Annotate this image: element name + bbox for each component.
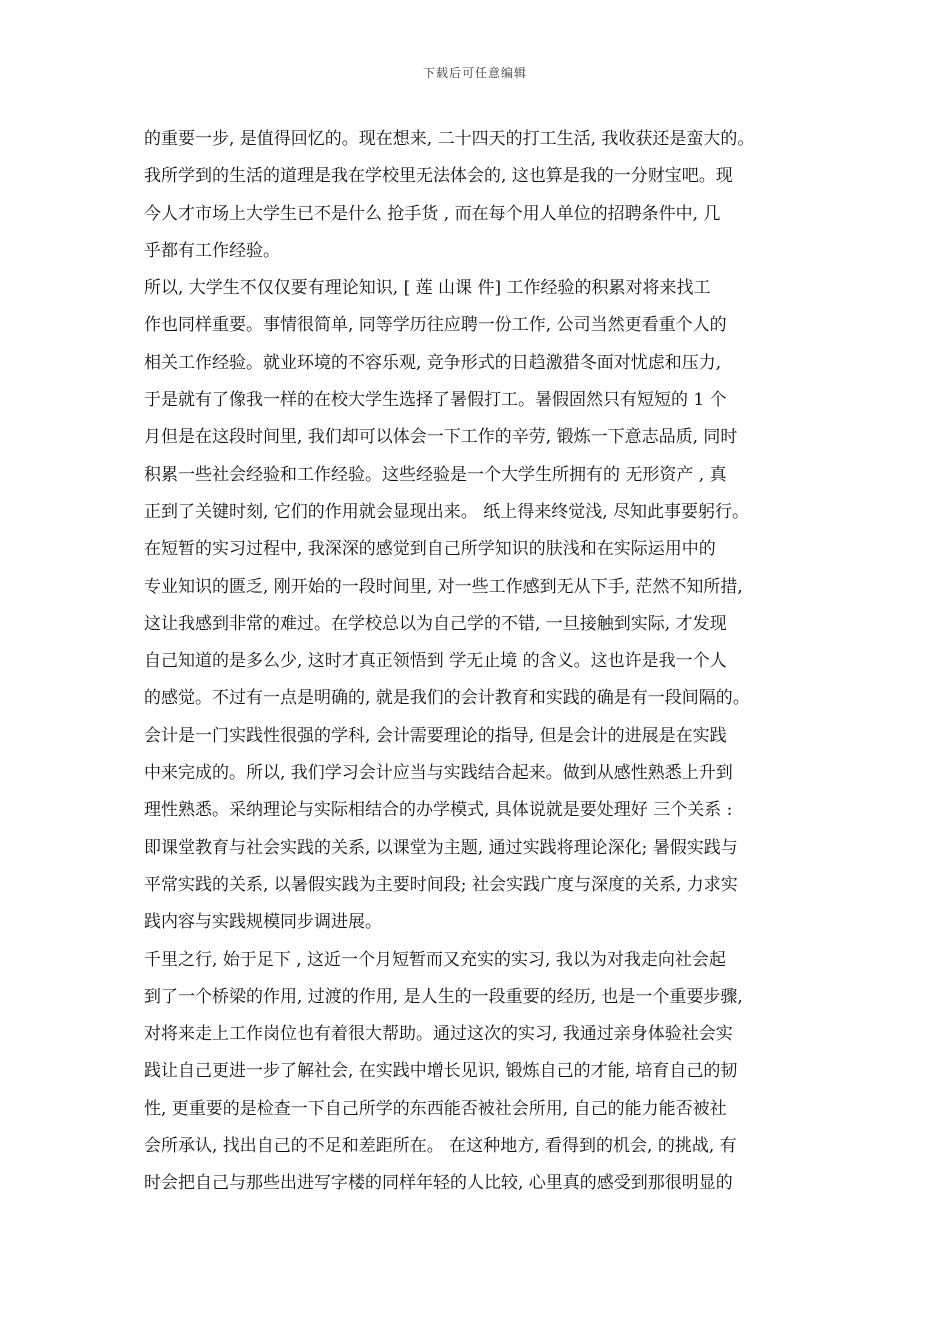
text-line: 到了一个桥梁的作用, 过渡的作用, 是人生的一段重要的经历, 也是一个重要步骤,	[144, 986, 743, 1007]
text-line: 的重要一步, 是值得回忆的。现在想来, 二十四天的打工生活, 我收获还是蛮大的。	[144, 129, 755, 149]
text-line: 践让自己更进一步了解社会, 在实践中增长见识, 锻炼自己的才能, 培育自己的韧	[144, 1061, 738, 1082]
text-line: 乎都有工作经验。	[144, 240, 280, 261]
text-line: 于是就有了像我一样的在校大学生选择了暑假打工。暑假固然只有短短的 1 个	[144, 390, 727, 411]
text-line: 作也同样重要。事情很简单, 同等学历往应聘一份工作, 公司当然更看重个人的	[144, 315, 727, 336]
text-line: 正到了关键时刻, 它们的作用就会显现出来。 纸上得来终觉浅, 尽知此事要躬行。	[144, 501, 750, 522]
text-line: 理性熟悉。采纳理论与实际相结合的办学模式, 具体说就是要处理好 三个关系 :	[144, 800, 733, 821]
text-line: 千里之行, 始于足下 , 这近一个月短暂而又充实的实习, 我以为对我走向社会起	[144, 949, 726, 970]
text-line: 即课堂教育与社会实践的关系, 以课堂为主题, 通过实践将理论深化; 暑假实践与	[144, 837, 738, 858]
text-line: 积累一些社会经验和工作经验。这些经验是一个大学生所拥有的 无形资产 , 真	[144, 464, 727, 485]
text-line: 自己知道的是多么少, 这时才真正领悟到 学无止境 的含义。这也许是我一个人	[144, 651, 727, 672]
text-line: 践内容与实践规模同步调进展。	[144, 912, 382, 933]
text-line: 所以, 大学生不仅仅要有理论知识, [ 莲 山课 件] 工作经验的积累对将来找工	[144, 278, 711, 299]
text-line: 平常实践的关系, 以暑假实践为主要时间段; 社会实践广度与深度的关系, 力求实	[144, 874, 738, 895]
text-line: 的感觉。不过有一点是明确的, 就是我们的会计教育和实践的确是有一段间隔的。	[144, 688, 750, 709]
text-line: 这让我感到非常的难过。在学校总以为自己学的不错, 一旦接触到实际, 才发现	[144, 613, 727, 634]
text-line: 月但是在这段时间里, 我们却可以体会一下工作的辛劳, 锻炼一下意志品质, 同时	[144, 427, 738, 448]
text-line: 专业知识的匮乏, 刚开始的一段时间里, 对一些工作感到无从下手, 茫然不知所措,	[144, 576, 743, 597]
text-line: 会计是一门实践性很强的学科, 会计需要理论的指导, 但是会计的进展是在实践	[144, 725, 727, 746]
text-line: 对将来走上工作岗位也有着很大帮助。通过这次的实习, 我通过亲身体验社会实	[144, 1024, 733, 1045]
text-line: 中来完成的。所以, 我们学习会计应当与实践结合起来。做到从感性熟悉上升到	[144, 763, 733, 784]
text-line: 相关工作经验。就业环境的不容乐观, 竞争形式的日趋激猎冬面对忧虑和压力,	[144, 352, 722, 373]
text-line: 时会把自己与那些出进写字楼的同样年轻的人比较, 心里真的感受到那很明显的	[144, 1173, 733, 1194]
text-line: 性, 更重要的是检查一下自己所学的东西能否被社会所用, 自己的能力能否被社	[144, 1098, 727, 1119]
text-line: 我所学到的生活的道理是我在学校里无法体会的, 这也算是我的一分财宝吧。现	[144, 166, 733, 187]
text-line: 会所承认, 找出自己的不足和差距所在。 在这种地方, 看得到的机会, 的挑战, 有	[144, 1136, 737, 1157]
text-line: 今人才市场上大学生已不是什么 抢手货 , 而在每个用人单位的招聘条件中, 几	[144, 203, 721, 224]
text-line: 在短暂的实习过程中, 我深深的感觉到自己所学知识的肤浅和在实际运用中的	[144, 539, 716, 560]
body-text	[144, 121, 810, 1203]
page-header: 下载后可任意编辑	[422, 66, 527, 80]
